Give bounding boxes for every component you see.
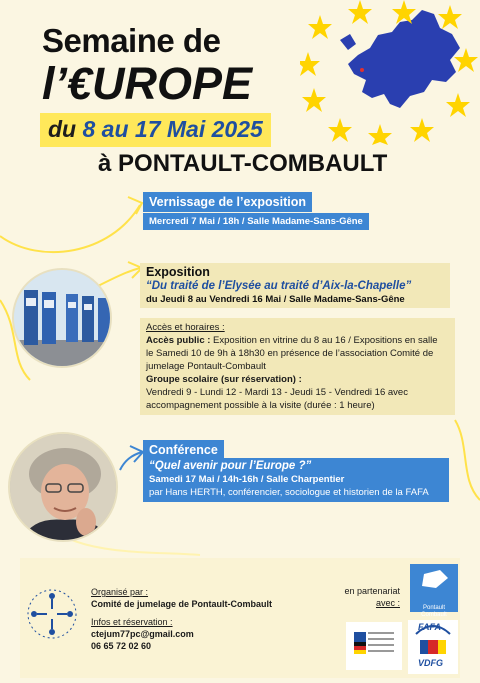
school-group-note: accompagnement possible à la visite (durée : 1 heure) xyxy=(146,400,375,411)
exposition-access-info xyxy=(140,318,455,415)
event-dates-banner xyxy=(40,113,271,147)
public-access-line1 xyxy=(146,334,449,347)
speaker-photo xyxy=(8,432,118,542)
organiser-heading: Organisé par : xyxy=(91,587,149,597)
fafa-logo-bottom: VDFG xyxy=(418,658,444,668)
access-heading: Accès et horaires : xyxy=(146,322,225,333)
public-access-label: Accès public : xyxy=(146,335,211,346)
partner-label-line2: avec : xyxy=(375,598,400,608)
conference-speaker: par Hans HERTH, conférencier, sociologue et historien de la FAFA xyxy=(149,487,429,498)
page-title-line2: l’€UROPE xyxy=(42,58,253,109)
conference-subtitle: “Quel avenir pour l’Europe ?” xyxy=(149,460,312,472)
event-city: à PONTAULT-COMBAULT xyxy=(98,150,388,177)
conference-details xyxy=(143,458,449,502)
public-access-text: Exposition en vitrine du 8 au 16 / Expositions en salle xyxy=(210,335,438,346)
europe-map-shape xyxy=(348,10,460,108)
exposition-title: Exposition xyxy=(146,265,210,279)
contact-phone: 06 65 72 02 60 xyxy=(91,641,152,651)
date-range: 8 au 17 Mai 2025 xyxy=(82,116,263,142)
info-heading: Infos et réservation : xyxy=(91,617,173,627)
fafa-vdfg-logo xyxy=(408,620,458,674)
exposition-header xyxy=(140,263,450,308)
pontault-logo-text: Pontault Combault xyxy=(421,605,447,618)
partner-label-line1: en partenariat xyxy=(344,586,400,596)
pontault-combault-logo xyxy=(410,564,458,618)
conference-schedule: Samedi 17 Mai / 14h-16h / Salle Charpentier xyxy=(149,474,345,485)
organiser-name: Comité de jumelage de Pontault-Combault xyxy=(91,599,273,609)
conference-title: Conférence xyxy=(143,440,224,460)
fafa-logo-top: FAFA xyxy=(418,622,442,632)
europe-map-illustration xyxy=(300,0,480,145)
school-group-label: Groupe scolaire (sur réservation) : xyxy=(146,374,302,385)
exposition-subtitle: “Du traité de l’Elysée au traité d’Aix-la-Chapelle” xyxy=(146,280,412,292)
exposition-dates: du Jeudi 8 au Vendredi 16 Mai / Salle Madame-Sans-Gêne xyxy=(146,294,405,305)
exhibition-photo xyxy=(12,268,112,368)
dfg-logo xyxy=(346,622,402,670)
page-title-line1: Semaine de xyxy=(42,22,221,59)
public-access-line3: jumelage Pontault-Combault xyxy=(146,361,266,372)
public-access-line2: le Samedi 10 de 9h à 18h30 en présence de l’association Comité de xyxy=(146,348,434,359)
date-prefix: du xyxy=(48,116,83,142)
contact-email[interactable]: ctejum77pc@gmail.com xyxy=(91,629,194,639)
vernissage-title: Vernissage de l’exposition xyxy=(143,192,312,212)
comite-jumelage-logo xyxy=(22,584,82,644)
school-group-days: Vendredi 9 - Lundi 12 - Mardi 13 - Jeudi 15 - Vendredi 16 avec xyxy=(146,387,408,398)
pontault-bird-icon xyxy=(410,564,458,600)
vernissage-detail: Mercredi 7 Mai / 18h / Salle Madame-Sans-Gêne xyxy=(143,213,369,230)
